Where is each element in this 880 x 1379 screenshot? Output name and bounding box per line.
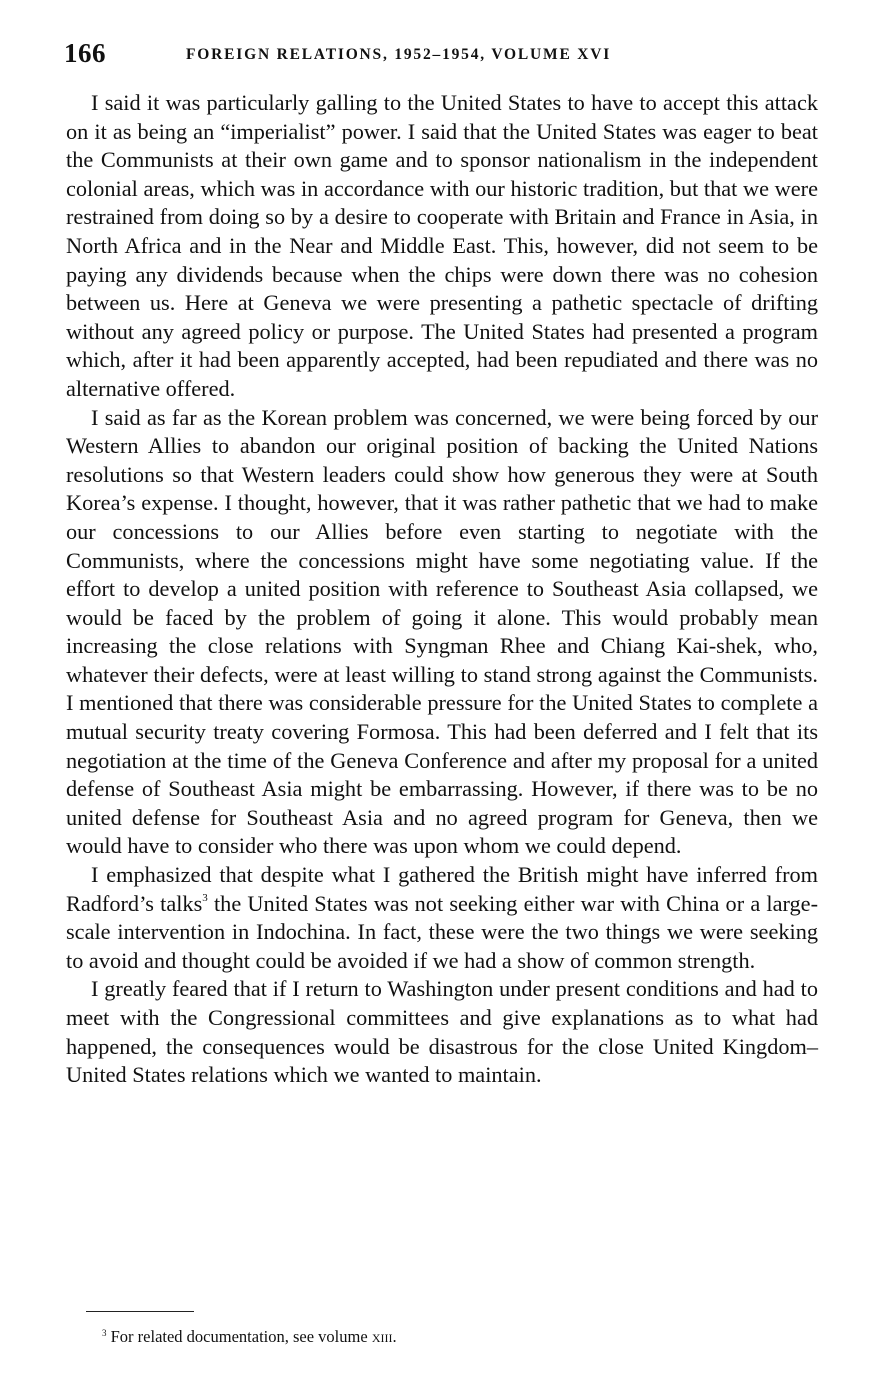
paragraph-1: I said it was particularly galling to the United States to have to accept this attack on it as being an “imperialist” power. I said that the United States was eager to beat the Communists at their own game and to sponsor nationalism in the independent colonial areas, which was in accordance with our historic tradition, but that we were restrained from doing so by a desire to cooperate with Britain and France in Asia, in North Africa and in the Near and Middle East. This, however, did not seem to be paying any dividends because when the chips were down there was no cohesion between us. Here at Geneva we were presenting a pathetic spectacle of drifting without any agreed policy or purpose. The United States had presented a program which, after it had been apparently accepted, had been repudiated and there was no alternative offered. — [66, 90, 818, 401]
running-head — [64, 38, 824, 72]
footnote-text-end: . — [392, 1327, 397, 1346]
footnote-divider — [86, 1311, 194, 1312]
paragraph-3-text: I emphasized that despite what I gathered the British might have inferred from Radford’s talks — [66, 862, 818, 916]
footnote-reference[interactable]: 3 — [202, 891, 208, 904]
paragraph-3-text-continued: the United States was not seeking either war with China or a large-scale intervention in Indochina. In fact, these were the two things we were seeking to avoid and thought could be avoided if we had a show of common strength. — [66, 890, 819, 973]
paragraph-2: I said as far as the Korean problem was concerned, we were being forced by our Western Allies to abandon our original position of backing the United Nations resolutions so that Western leaders could show how generous they were at South Korea’s expense. I thought, however, that it was rather pathetic that we had to make our concessions to our Allies before even starting to negotiate with the Communists, where the concessions might have some negotiating value. If the effort to develop a united position with reference to Southeast Asia collapsed, we would be faced by the problem of going it alone. This would probably mean increasing the close relations with Syngman Rhee and Chiang Kai-shek, who, whatever their defects, were at least willing to stand strong against the Communists. I mentioned that there was considerable pressure for the United States to complete a mutual security treaty covering Formosa. This had been deferred and I felt that its negotiation at the time of the Geneva Conference and after my proposal for a united defense of Southeast Asia might be embarrassing. However, if there was to be no united defense for Southeast Asia and no agreed program for Geneva, then we would have to consider who there was upon whom we could depend. — [66, 404, 818, 859]
paragraph-3 — [66, 861, 818, 975]
footnote — [102, 1327, 397, 1347]
paragraph-4: I greatly feared that if I return to Washington under present conditions and had to meet with the Congressional committees and give explanations as to what had happened, the consequences would be disastrous for the close United Kingdom–United States relations which we wanted to maintain. — [66, 976, 818, 1088]
footnote-marker: 3 — [102, 1328, 107, 1338]
footnote-volume: xiii — [371, 1327, 393, 1346]
page-number: 166 — [64, 38, 106, 68]
body-text — [66, 89, 818, 1090]
footnote-text: For related documentation, see volume — [106, 1327, 372, 1346]
running-head-title: FOREIGN RELATIONS, 1952–1954, VOLUME XVI — [186, 46, 612, 63]
